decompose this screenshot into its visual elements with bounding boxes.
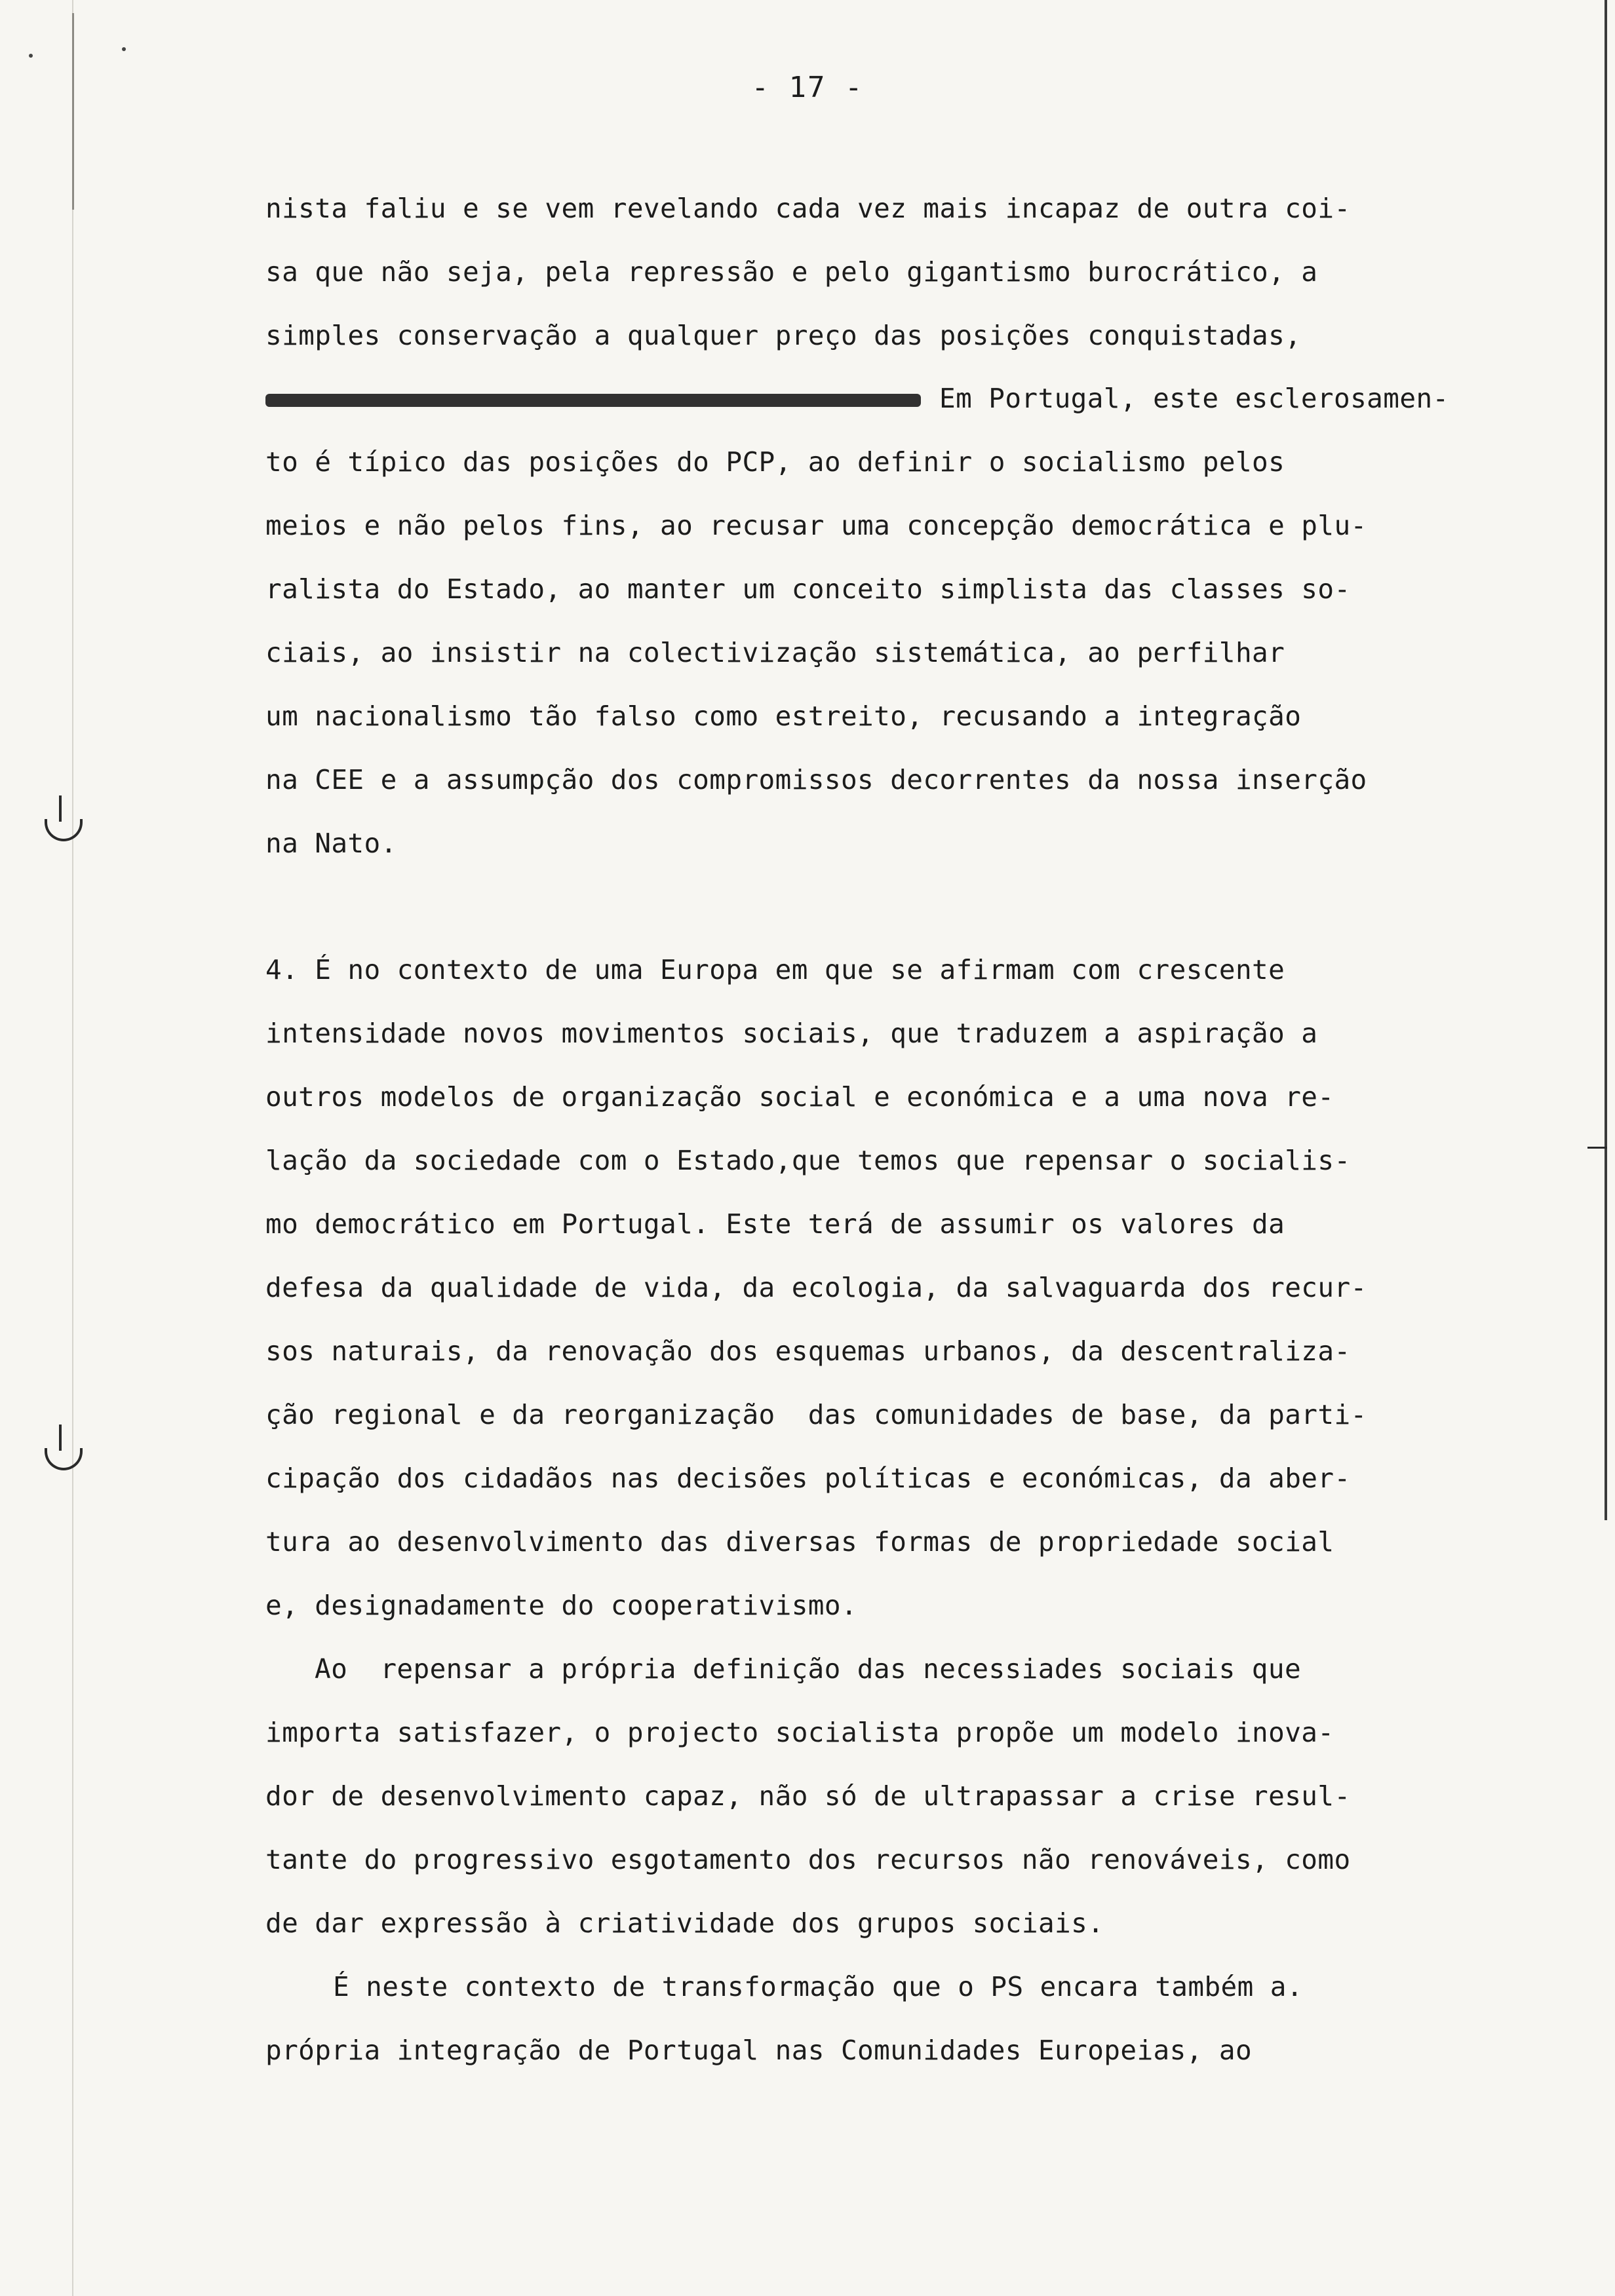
page-number: - 17 - (751, 71, 864, 104)
right-edge-tick (1587, 1147, 1607, 1149)
text-line: na CEE e a assumpção dos compromissos decorrentes da nossa inserção (265, 764, 1367, 795)
text-line: ção regional e da reorganização das comunidades de base, da parti- (265, 1399, 1367, 1430)
text-line: simples conservação a qualquer preço das posições conquistadas, (265, 320, 1302, 351)
right-edge-gap (1605, 1520, 1608, 1782)
text-line: defesa da qualidade de vida, da ecologia, da salvaguarda dos recur- (265, 1272, 1367, 1303)
text-line: mo democrático em Portugal. Este terá de assumir os valores da (265, 1208, 1285, 1240)
scan-speck (122, 47, 126, 51)
text-line: Ao repensar a própria definição das necessiades sociais que (315, 1653, 1302, 1685)
text-line: de dar expressão à criatividade dos grupos sociais. (265, 1907, 1104, 1939)
margin-mark-upper (45, 819, 83, 841)
text-line: dor de desenvolvimento capaz, não só de ultrapassar a crise resul- (265, 1780, 1351, 1812)
text-line: um nacionalismo tão falso como estreito, recusando a integração (265, 700, 1302, 732)
text-line: to é típico das posições do PCP, ao definir o socialismo pelos (265, 446, 1285, 478)
text-line: 4. É no contexto de uma Europa em que se afirmam com crescente (265, 954, 1285, 985)
text-line: ciais, ao insistir na colectivização sistemática, ao perfilhar (265, 637, 1285, 668)
right-edge-line (1605, 0, 1607, 1782)
text-line: ralista do Estado, ao manter um conceito simplista das classes so- (265, 573, 1351, 605)
text-line: importa satisfazer, o projecto socialista propõe um modelo inova- (265, 1717, 1334, 1748)
binding-edge (72, 0, 73, 2296)
text-line: nista faliu e se vem revelando cada vez mais incapaz de outra coi- (265, 193, 1351, 224)
binding-shadow (72, 13, 74, 210)
text-line: tura ao desenvolvimento das diversas formas de propriedade social (265, 1526, 1334, 1558)
strikethrough-mark (265, 394, 921, 407)
text-line: intensidade novos movimentos sociais, que traduzem a aspiração a (265, 1018, 1318, 1049)
text-line: tante do progressivo esgotamento dos recursos não renováveis, como (265, 1844, 1351, 1875)
scan-speck (29, 54, 33, 58)
text-line: própria integração de Portugal nas Comunidades Europeias, ao (265, 2035, 1253, 2066)
text-line: meios e não pelos fins, ao recusar uma concepção democrática e plu- (265, 510, 1367, 541)
text-line-struck (265, 381, 1449, 415)
text-line: lação da sociedade com o Estado,que temos que repensar o socialis- (265, 1145, 1351, 1176)
text-line: sos naturais, da renovação dos esquemas urbanos, da descentraliza- (265, 1335, 1351, 1367)
margin-mark-lower (45, 1448, 83, 1470)
text-line: outros modelos de organização social e económica e a uma nova re- (265, 1081, 1334, 1113)
text-line: na Nato. (265, 828, 397, 859)
text-line: sa que não seja, pela repressão e pelo gigantismo burocrático, a (265, 256, 1318, 288)
text-line: É neste contexto de transformação que o PS encara também a. (333, 1971, 1303, 2002)
text-line: e, designadamente do cooperativismo. (265, 1590, 858, 1621)
text-line: cipação dos cidadãos nas decisões políticas e económicas, da aber- (265, 1463, 1351, 1494)
text-line: Em Portugal, este esclerosamen- (939, 383, 1449, 414)
